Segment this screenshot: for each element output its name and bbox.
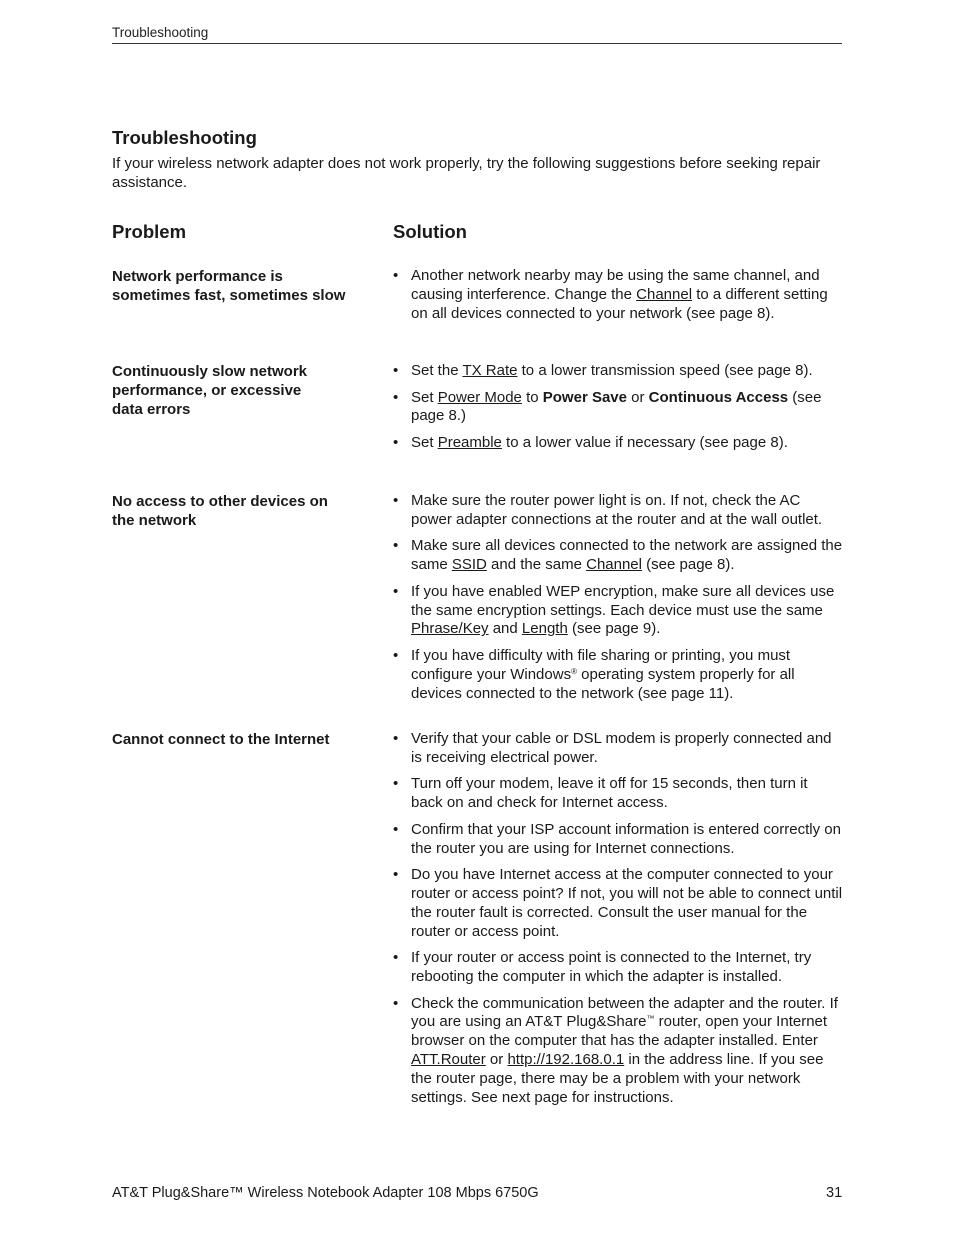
solution-item bbox=[393, 583, 843, 639]
solution-text: router, open your Internet browser on the computer that has the adapter installed. Enter bbox=[411, 1013, 828, 1050]
registered-mark: ® bbox=[571, 666, 577, 676]
intro-paragraph: If your wireless network adapter does not work properly, try the following suggestions before seeking repair assistance. bbox=[112, 155, 821, 191]
problem-cannot-connect-internet: Cannot connect to the Internet bbox=[112, 731, 330, 748]
solution-text: (see page 9). bbox=[567, 620, 661, 638]
att-router-link[interactable]: ATT.Router bbox=[411, 1050, 486, 1068]
section-title: Troubleshooting bbox=[112, 127, 257, 148]
solution-text: Set bbox=[411, 433, 438, 451]
phrase-key-link[interactable]: Phrase/Key bbox=[411, 620, 489, 638]
running-head: Troubleshooting bbox=[112, 25, 209, 40]
solution-item bbox=[393, 949, 843, 987]
bullet: • bbox=[393, 730, 399, 747]
solution-text: Set bbox=[411, 388, 438, 406]
page-number: 31 bbox=[826, 1185, 843, 1201]
solution-text: to a lower transmission speed (see page 8). bbox=[517, 362, 813, 379]
solution-text: Verify that your cable or DSL modem is properly connected and is receiving electrical power. bbox=[411, 730, 832, 766]
solution-item bbox=[393, 434, 843, 453]
solution-item bbox=[393, 267, 843, 323]
problem-column-heading: Problem bbox=[112, 221, 187, 242]
solution-text: Make sure all devices connected to the network are assigned the same bbox=[411, 537, 843, 574]
solution-column-heading: Solution bbox=[393, 221, 467, 242]
bullet: • bbox=[393, 820, 399, 838]
bullet: • bbox=[393, 646, 399, 664]
solution-text: (see page 8). bbox=[642, 556, 735, 574]
solution-item bbox=[393, 775, 843, 813]
bullet: • bbox=[393, 388, 399, 406]
solution-item bbox=[393, 537, 843, 575]
length-link[interactable]: Length bbox=[521, 620, 568, 638]
bullet: • bbox=[393, 994, 399, 1012]
solution-text: Turn off your modem, leave it off for 15 seconds, then turn it back on and check for Internet access. bbox=[411, 775, 808, 812]
solution-text: Check the communication between the adapter and the router. If you are using an AT&T Plug&Share bbox=[411, 994, 838, 1031]
solution-text: If you have enabled WEP encryption, make sure all devices use the same encryption settings. Each device must use the same bbox=[411, 582, 835, 619]
solution-item bbox=[393, 362, 843, 381]
solution-item bbox=[393, 730, 843, 768]
header-rule bbox=[112, 43, 842, 44]
solution-text: or bbox=[485, 1050, 508, 1068]
bullet: • bbox=[393, 866, 399, 884]
problem-no-access-devices: No access to other devices on the network bbox=[112, 493, 328, 529]
solution-text: in the address line. If you see the router page, there may be a problem with your network settings. See next page for instructions. bbox=[411, 1050, 824, 1106]
problem-slow-network: Continuously slow network performance, or excessive data errors bbox=[112, 363, 308, 418]
preamble-link[interactable]: Preamble bbox=[437, 433, 502, 451]
solution-text: Do you have Internet access at the computer connected to your router or access point? If not, you will not be able to connect until the router fault is corrected. Consult the user manual for the router or access point. bbox=[411, 866, 843, 940]
solution-text: If you have difficulty with file sharing or printing, you must configure your Windows bbox=[411, 646, 791, 683]
solution-item bbox=[393, 866, 843, 941]
continuous-access-term: Continuous Access bbox=[648, 388, 789, 406]
bullet: • bbox=[393, 949, 399, 967]
bullet: • bbox=[393, 267, 399, 284]
solution-text: and the same bbox=[486, 556, 587, 574]
bullet: • bbox=[393, 492, 399, 509]
solution-text: or bbox=[626, 388, 649, 406]
power-save-term: Power Save bbox=[542, 388, 627, 406]
trademark-mark: ™ bbox=[646, 1014, 655, 1024]
bullet: • bbox=[393, 582, 399, 600]
solution-item bbox=[393, 647, 843, 703]
solution-text: Make sure the router power light is on. If not, check the AC power adapter connections at the router and at the wall outlet. bbox=[411, 492, 823, 528]
solution-list-cannot-connect-internet bbox=[393, 730, 843, 1115]
solution-text: Another network nearby may be using the same channel, and causing interference. Change the bbox=[411, 267, 820, 303]
power-mode-link[interactable]: Power Mode bbox=[437, 388, 522, 406]
solution-list-network-performance bbox=[393, 267, 843, 331]
solution-text: Confirm that your ISP account information is entered correctly on the router you are using for Internet connections. bbox=[411, 820, 841, 857]
solution-item bbox=[393, 389, 843, 427]
channel-link[interactable]: Channel bbox=[586, 556, 642, 574]
solution-text: to a different setting on all devices connected to your network (see page 8). bbox=[411, 285, 828, 322]
solution-item bbox=[393, 995, 843, 1108]
bullet: • bbox=[393, 775, 399, 793]
bullet: • bbox=[393, 433, 399, 451]
solution-text: Set the bbox=[411, 362, 463, 379]
solution-text: to bbox=[521, 388, 543, 406]
router-ip-link[interactable]: http://192.168.0.1 bbox=[507, 1050, 625, 1068]
solution-text: operating system properly for all devices connected to the network (see page 11). bbox=[411, 665, 795, 702]
bullet: • bbox=[393, 537, 399, 555]
channel-link[interactable]: Channel bbox=[636, 285, 693, 303]
bullet: • bbox=[393, 362, 399, 379]
tx-rate-link[interactable]: TX Rate bbox=[462, 362, 518, 379]
ssid-link[interactable]: SSID bbox=[451, 556, 487, 574]
solution-item bbox=[393, 492, 843, 530]
footer-product-name: AT&T Plug&Share™ Wireless Notebook Adapter 108 Mbps 6750G bbox=[112, 1185, 539, 1201]
problem-network-performance: Network performance is sometimes fast, sometimes slow bbox=[112, 268, 346, 304]
solution-item bbox=[393, 821, 843, 859]
solution-text: (see page 8.) bbox=[411, 388, 822, 425]
solution-text: to a lower value if necessary (see page 8). bbox=[501, 433, 788, 451]
solution-text: If your router or access point is connected to the Internet, try rebooting the computer in which the adapter is installed. bbox=[411, 949, 812, 985]
solution-list-slow-network bbox=[393, 362, 843, 461]
solution-text: and bbox=[488, 620, 522, 638]
solution-list-no-access-devices bbox=[393, 492, 843, 711]
